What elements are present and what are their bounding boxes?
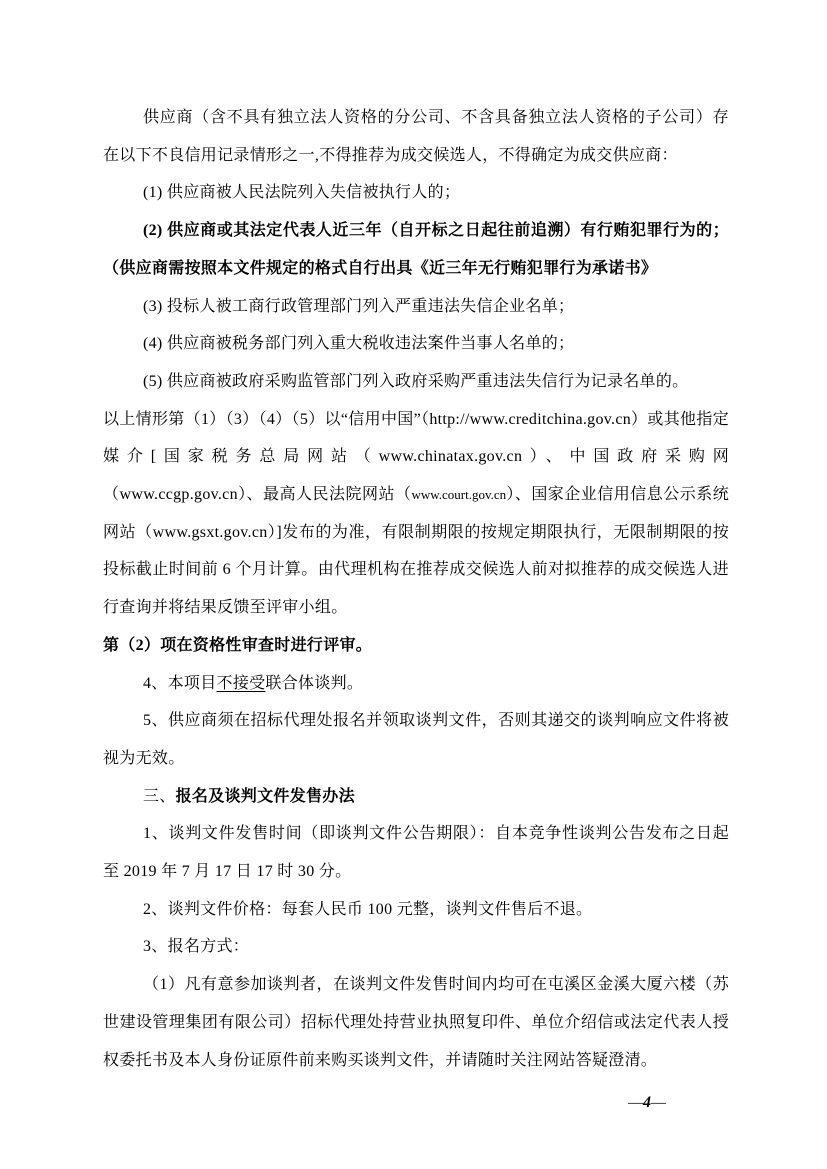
- text-run: 1、谈判文件发售时间（即谈判文件公告期限）：自本竞争性谈判公告发布之日起至 2019 年 7 月 17 日 17 时 30 分。: [103, 825, 729, 881]
- text-run: 第（2）项在资格性审查时进行评审。: [103, 636, 373, 654]
- text-run-court-url: www.court.gov.cn: [411, 487, 507, 503]
- list-item-3-industry-commerce-list: [103, 288, 729, 326]
- list-item-5-gov-procurement-list: [103, 363, 729, 401]
- list-item-4-tax-violation-list: [103, 325, 729, 363]
- heading-number: 三、: [143, 787, 176, 805]
- section-heading-registration-and-sale: [103, 778, 729, 816]
- heading-title: 报名及谈判文件发售办法: [175, 787, 355, 805]
- text-run: 2、谈判文件价格：每套人民币 100 元整，谈判文件售后不退。: [143, 900, 593, 918]
- text-run: ）、国家企业信用信息公示系统网站（www.gsxt.gov.cn）]发布的为准，有限制期限的按规定期限执行，无限制期限的按投标截止时间前 6 个月计算。由代理机构在推荐成交候选人前对拟推荐的成交候选人进行查询并将结果反馈至评审小组。: [103, 486, 729, 617]
- paragraph-document-price: [103, 891, 729, 929]
- page-number: [628, 1092, 666, 1114]
- text-run-underlined-not-accept: 不接受: [216, 674, 266, 692]
- paragraph-registration-details: [103, 966, 729, 1079]
- page-number-value: 4: [643, 1094, 651, 1111]
- paragraph-registration-method: [103, 928, 729, 966]
- list-item-2-bribery-crime: [103, 212, 729, 287]
- paragraph-item2-qualification-review: [103, 627, 729, 665]
- text-run: 以上情形第（1）（3）（4）（5）以“信用中国”（http://www.creditchina.gov.cn）或其他指定媒介[国家税务总局网站（www.chinatax.gov.cn）、中国政府采购网（www.ccgp.gov.cn）、最高人民法院网站（: [103, 410, 729, 504]
- list-item-1-court-dishonest: [103, 174, 729, 212]
- text-run: 供应商（含不具有独立法人资格的分公司、不含具备独立法人资格的子公司）存在以下不良信用记录情形之一,不得推荐为成交候选人，不得确定为成交供应商：: [103, 109, 729, 164]
- text-run: （1）凡有意参加谈判者，在谈判文件发售时间内均可在屯溪区金溪大厦六楼（苏世建设管理集团有限公司）招标代理处持营业执照复印件、单位介绍信或法定代表人授权委托书及本人身份证原件前来购买谈判文件，并请随时关注网站答疑澄清。: [103, 976, 729, 1069]
- text-run: (5) 供应商被政府采购监管部门列入政府采购严重违法失信行为记录名单的。: [143, 372, 689, 390]
- paragraph-bad-credit-intro: [103, 99, 729, 174]
- document-body: [103, 99, 729, 1079]
- text-run: 4、本项目: [143, 674, 217, 692]
- paragraph-no-consortium: [103, 665, 729, 703]
- page-number-dash-left: —: [628, 1095, 643, 1111]
- paragraph-registration-required: [103, 702, 729, 777]
- text-run: (2) 供应商或其法定代表人近三年（自开标之日起往前追溯）有行贿犯罪行为的；（供应商需按照本文件规定的格式自行出具《近三年无行贿犯罪行为承诺书》: [103, 222, 729, 277]
- text-run: 3、报名方式：: [143, 938, 250, 956]
- text-run: (1) 供应商被人民法院列入失信被执行人的；: [143, 184, 461, 202]
- page-number-dash-right: —: [651, 1095, 666, 1111]
- text-run: (4) 供应商被税务部门列入重大税收违法案件当事人名单的；: [143, 335, 575, 353]
- text-run: 5、供应商须在招标代理处报名并领取谈判文件，否则其递交的谈判响应文件将被视为无效。: [103, 712, 729, 767]
- text-run: 联合体谈判。: [265, 674, 364, 692]
- text-run: (3) 投标人被工商行政管理部门列入严重违法失信企业名单；: [143, 297, 575, 315]
- paragraph-credit-china-verification: [103, 401, 729, 627]
- paragraph-sale-time: [103, 815, 729, 890]
